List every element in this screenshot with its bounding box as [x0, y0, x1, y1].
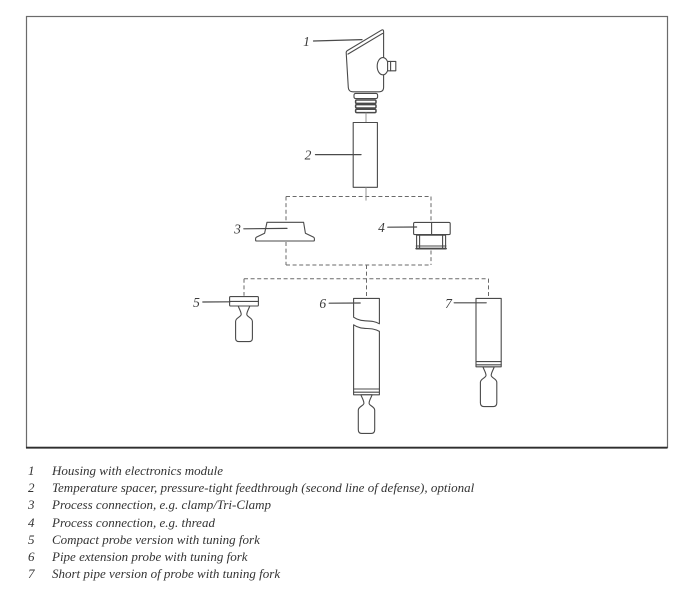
legend-item-text: Housing with electronics module	[52, 463, 224, 478]
legend-item-text: Process connection, e.g. clamp/Tri-Clamp	[52, 497, 272, 513]
thread-connection-drawing	[414, 222, 451, 248]
legend-item-number: 3	[28, 497, 35, 513]
legend-item-text: Process connection, e.g. thread	[52, 514, 215, 530]
legend-item	[28, 531, 658, 548]
legend-item	[28, 496, 658, 513]
callout-2: 2	[304, 147, 312, 163]
legend-item-text: Compact probe version with tuning fork	[52, 531, 260, 547]
legend-item-number: 4	[28, 514, 35, 530]
legend-item	[28, 548, 658, 565]
legend	[28, 462, 658, 582]
figure-border	[27, 17, 668, 448]
callout-7: 7	[445, 295, 452, 311]
callout-6: 6	[319, 296, 327, 312]
legend-item-number: 1	[28, 463, 35, 478]
legend-item	[28, 479, 658, 496]
legend-item-number: 6	[28, 549, 35, 565]
legend-item	[28, 565, 658, 582]
callout-3: 3	[234, 221, 241, 237]
legend-item	[28, 514, 658, 531]
callout-1: 1	[303, 33, 310, 49]
legend-item-text: Short pipe version of probe with tuning fork	[52, 566, 281, 582]
callout-4: 4	[378, 220, 385, 236]
callout-5: 5	[193, 294, 200, 310]
legend-item	[28, 462, 658, 479]
legend-item-number: 7	[28, 566, 35, 582]
legend-item-number: 5	[28, 531, 35, 547]
legend-item-text: Temperature spacer, pressure-tight feedthrough (second line of defense), optional	[52, 480, 475, 496]
legend-item-number: 2	[28, 480, 35, 496]
legend-item-text: Pipe extension probe with tuning fork	[52, 549, 248, 565]
